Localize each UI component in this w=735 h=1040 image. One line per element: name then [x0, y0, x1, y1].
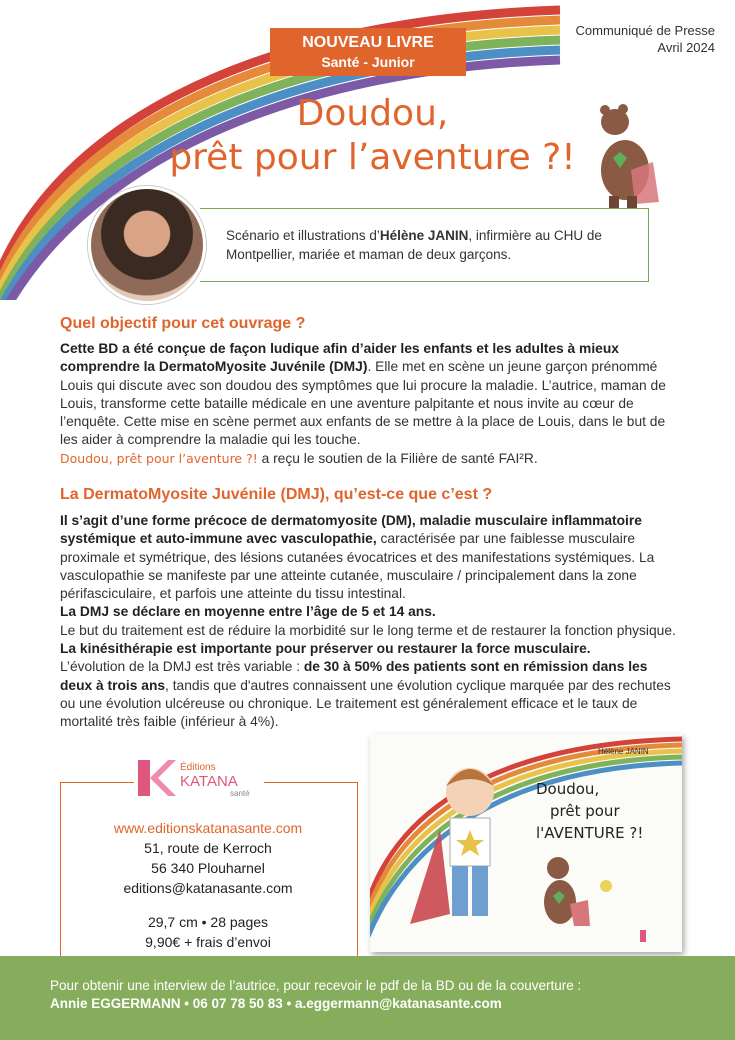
- section1-bold: Cette BD a été conçue de façon ludique afin d’aider les enfants et les adultes à mieux comprendre la DermatoMyosite Juvénile (DMJ): [60, 341, 619, 375]
- section1-heading: Quel objectif pour cet ouvrage ?: [60, 315, 306, 332]
- badge-line2: Santé - Junior: [321, 54, 415, 70]
- page-title-line2: prêt pour l’aventure ?!: [169, 137, 576, 178]
- book-format: 29,7 cm • 28 pages: [147, 914, 269, 930]
- publisher-address1: 51, route de Kerroch: [144, 840, 272, 856]
- section2-paragraph: [60, 512, 680, 732]
- footer-line1: Pour obtenir une interview de l’autrice, pour recevoir le pdf de la BD ou de la couverture :: [50, 978, 582, 993]
- publisher-logo: [134, 754, 264, 802]
- press-label: Communiqué de Presse: [575, 23, 715, 38]
- publisher-email[interactable]: editions@katanasante.com: [123, 880, 293, 896]
- section1-paragraph: [60, 340, 680, 468]
- cover-title-line3: l'AVENTURE ?!: [536, 824, 644, 842]
- section2-p1-text: caractérisée par une faiblesse musculaire proximale et symétrique, des lésions cutanées évocatrices et des manifestations systémiques. La vasculopathie se manifeste par une atteinte cutanée, musculaire / principalement dans la zone périfasciculaire, et parfois une atteinte du tissu intestinal.: [60, 531, 655, 602]
- author-name: Hélène JANIN: [379, 228, 469, 243]
- cover-author: Hélène JANIN: [598, 747, 649, 756]
- cover-illustration: [370, 734, 682, 952]
- book-price: 9,90€ + frais d’envoi: [145, 934, 271, 950]
- section2-p5-text-a: L’évolution de la DMJ est très variable :: [60, 659, 304, 675]
- logo-text-top: Éditions: [180, 762, 216, 773]
- author-prefix: Scénario et illustrations d’: [226, 228, 380, 243]
- author-box: [200, 208, 649, 282]
- publisher-address2: 56 340 Plouharnel: [151, 860, 265, 876]
- section2-p3-text: Le but du traitement est de réduire la morbidité sur le long terme et de restaurer la fonction physique.: [60, 622, 676, 638]
- press-release-meta: [576, 22, 715, 56]
- page-title-line1: Doudou,: [296, 93, 449, 134]
- section2-p5-bold: de 30 à 50% des patients sont en rémission dans les deux à trois ans: [60, 659, 648, 693]
- section1-support: a reçu le soutien de la Filière de santé FAI²R.: [257, 450, 538, 466]
- author-suffix: , infirmière au CHU de Montpellier, mariée et maman de deux garçons.: [226, 228, 602, 262]
- footer-contact: [0, 956, 735, 1040]
- author-photo: [88, 186, 206, 304]
- logo-text-main: KATANA: [180, 773, 238, 790]
- publisher-info: [60, 818, 356, 952]
- section2-p4-bold: La kinésithérapie est importante pour préserver ou restaurer la force musculaire.: [60, 641, 591, 657]
- section2-p5-text-b: , tandis que d'autres connaissent une évolution cyclique marquée par des rechutes ou une évolution ulcéreuse ou chronique. Le traitement est généralement efficace et le taux de mortalité très faible (inférieur à 4%).: [60, 677, 671, 730]
- section2-p1-bold: Il s’agit d’une forme précoce de dermatomyosite (DM), maladie musculaire inflammatoire systémique et auto-immune avec vasculopathie,: [60, 513, 642, 547]
- author-description: [226, 226, 626, 264]
- bear-illustration: [585, 100, 665, 210]
- badge-line1: NOUVEAU LIVRE: [302, 34, 434, 51]
- cover-title-line1: Doudou,: [536, 780, 600, 798]
- section1-text: . Elle met en scène un jeune garçon prénommé Louis qui discute avec son doudou des symptômes que lui procure la maladie. L’autrice, maman de Louis, transforme cette bataille médicale en une aventure palpitante et nous invite au cœur de l’enquête. Cette mise en scène permet aux enfants de se mettre à la place de Louis, dans le but de les aider à comprendre la maladie qui les touche.: [60, 359, 666, 448]
- logo-text-sub: santé: [230, 789, 250, 798]
- book-cover: [370, 734, 682, 952]
- footer-contact-details[interactable]: Annie EGGERMANN • 06 07 78 50 83 • a.eggermann@katanasante.com: [50, 996, 502, 1011]
- new-book-badge: [270, 28, 466, 76]
- section2-p2-bold: La DMJ se déclare en moyenne entre l’âge de 5 et 14 ans.: [60, 604, 436, 620]
- publisher-website[interactable]: www.editionskatanasante.com: [113, 820, 303, 836]
- press-date: Avril 2024: [657, 40, 715, 55]
- section2-heading: La DermatoMyosite Juvénile (DMJ), qu’est-ce que c’est ?: [60, 486, 493, 503]
- cover-title-line2: prêt pour: [550, 802, 620, 820]
- section1-book-title: Doudou, prêt pour l’aventure ?!: [60, 450, 258, 466]
- katana-logo-icon: [134, 754, 264, 802]
